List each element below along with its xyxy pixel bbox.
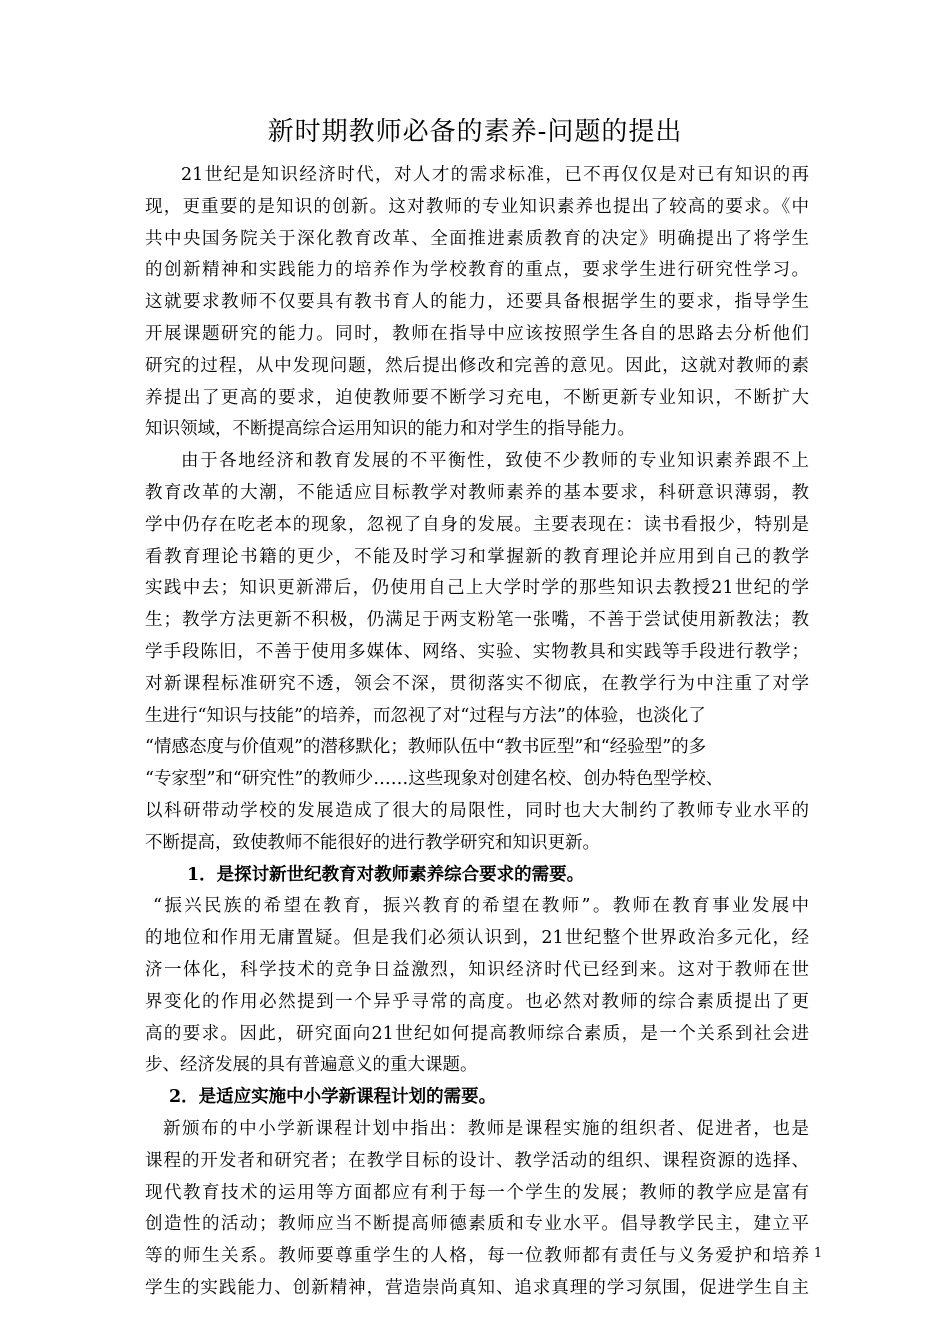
text-line: 生进行“知识与技能”的培养，而忽视了对“过程与方法”的体验，也淡化了 bbox=[145, 705, 706, 726]
text-line: 研究的过程，从中发现问题，然后提出修改和完善的意见。因此，这就对教师的素 bbox=[145, 355, 809, 376]
paragraph-2 bbox=[145, 446, 809, 859]
text-line: 教育改革的大潮，不能适应目标教学对教师素养的基本要求，科研意识薄弱，教 bbox=[145, 482, 809, 503]
text-line: 不断提高，致使教师不能很好的进行教学研究和知识更新。 bbox=[145, 832, 600, 853]
paragraph-3 bbox=[145, 891, 809, 1082]
document-body bbox=[145, 160, 809, 1305]
text-line: 知识领域，不断提高综合运用知识的能力和对学生的指导能力。 bbox=[145, 419, 635, 440]
text-line: 养提出了更高的要求，迫使教师要不断学习充电，不断更新专业知识，不断扩大 bbox=[145, 387, 809, 408]
text-line: 开展课题研究的能力。同时，教师在指导中应该按照学生各自的思路去分析他们 bbox=[145, 323, 809, 344]
text-line: 的创新精神和实践能力的培养作为学校教育的重点，要求学生进行研究性学习。 bbox=[145, 260, 809, 281]
section-heading-2: 2．是适应实施中小学新课程计划的需要。 bbox=[169, 1087, 497, 1108]
text-line: 看教育理论书籍的更少，不能及时学习和掌握新的教育理论并应用到自己的教学 bbox=[145, 546, 809, 567]
text-line: 新颁布的中小学新课程计划中指出：教师是课程实施的组织者、促进者，也是 bbox=[163, 1118, 809, 1139]
text-line: 生；教学方法更新不积极，仍满足于两支粉笔一张嘴，不善于尝试使用新教法；教 bbox=[145, 610, 809, 631]
text-line: “振兴民族的希望在教育，振兴教育的希望在教师”。教师在教育事业发展中 bbox=[153, 896, 809, 917]
text-line: 高的要求。因此，研究面向21世纪如何提高教师综合素质，是一个关系到社会进 bbox=[145, 1023, 809, 1044]
text-line: 对新课程标准研究不透，领会不深，贯彻落实不彻底，在教学行为中注重了对学 bbox=[145, 673, 809, 694]
text-line: 创造性的活动；教师应当不断提高师德素质和专业水平。倡导教学民主，建立平 bbox=[145, 1214, 809, 1235]
paragraph-1 bbox=[145, 160, 809, 446]
text-line: 学生的实践能力、创新精神，营造崇尚真知、追求真理的学习氛围，促进学生自主 bbox=[145, 1277, 809, 1298]
text-line: 学手段陈旧，不善于使用多媒体、网络、实验、实物教具和实践等手段进行教学； bbox=[145, 641, 809, 662]
section-heading-1: 1．是探讨新世纪教育对教师素养综合要求的需要。 bbox=[187, 864, 585, 885]
document-title: 新时期教师必备的素养-问题的提出 bbox=[267, 117, 683, 147]
text-line: 以科研带动学校的发展造成了很大的局限性，同时也大大制约了教师专业水平的 bbox=[145, 800, 809, 821]
text-line: 现代教育技术的运用等方面都应有利于每一个学生的发展；教师的教学应是富有 bbox=[145, 1182, 809, 1203]
text-line: “情感态度与价值观”的潜移默化；教师队伍中“教书匠型”和“经验型”的多 bbox=[145, 737, 707, 758]
text-line: 这就要求教师不仅要具有教书育人的能力，还要具备根据学生的要求，指导学生 bbox=[145, 292, 809, 313]
text-line: 学中仍存在吃老本的现象，忽视了自身的发展。主要表现在：读书看报少，特别是 bbox=[145, 514, 809, 535]
page-number: 1 bbox=[813, 1246, 823, 1261]
text-line: 现，更重要的是知识的创新。这对教师的专业知识素养也提出了较高的要求。《中 bbox=[145, 196, 809, 217]
text-line: 界变化的作用必然提到一个异乎寻常的高度。也必然对教师的综合素质提出了更 bbox=[145, 991, 809, 1012]
text-line: 由于各地经济和教育发展的不平衡性，致使不少教师的专业知识素养跟不上 bbox=[181, 451, 809, 472]
text-line: 济一体化，科学技术的竞争日益激烈，知识经济时代已经到来。这对于教师在世 bbox=[145, 959, 809, 980]
text-line: 步、经济发展的具有普遍意义的重大课题。 bbox=[145, 1055, 478, 1076]
text-line: 共中央国务院关于深化教育改革、全面推进素质教育的决定》明确提出了将学生 bbox=[145, 228, 809, 249]
text-line: 21世纪是知识经济时代，对人才的需求标准，已不再仅仅是对已有知识的再 bbox=[181, 165, 809, 185]
text-line: 等的师生关系。教师要尊重学生的人格，每一位教师都有责任与义务爱护和培养 bbox=[145, 1246, 809, 1267]
text-line: 实践中去；知识更新滞后，仍使用自己上大学时学的那些知识去教授21世纪的学 bbox=[145, 578, 809, 599]
text-line: 的地位和作用无庸置疑。但是我们必须认识到，21世纪整个世界政治多元化，经 bbox=[145, 928, 809, 949]
text-line: “专家型”和“研究性”的教师少……这些现象对创建名校、创办特色型学校、 bbox=[145, 769, 724, 790]
text-line: 课程的开发者和研究者；在教学目标的设计、教学活动的组织、课程资源的选择、 bbox=[145, 1150, 809, 1171]
paragraph-4 bbox=[145, 1114, 809, 1305]
